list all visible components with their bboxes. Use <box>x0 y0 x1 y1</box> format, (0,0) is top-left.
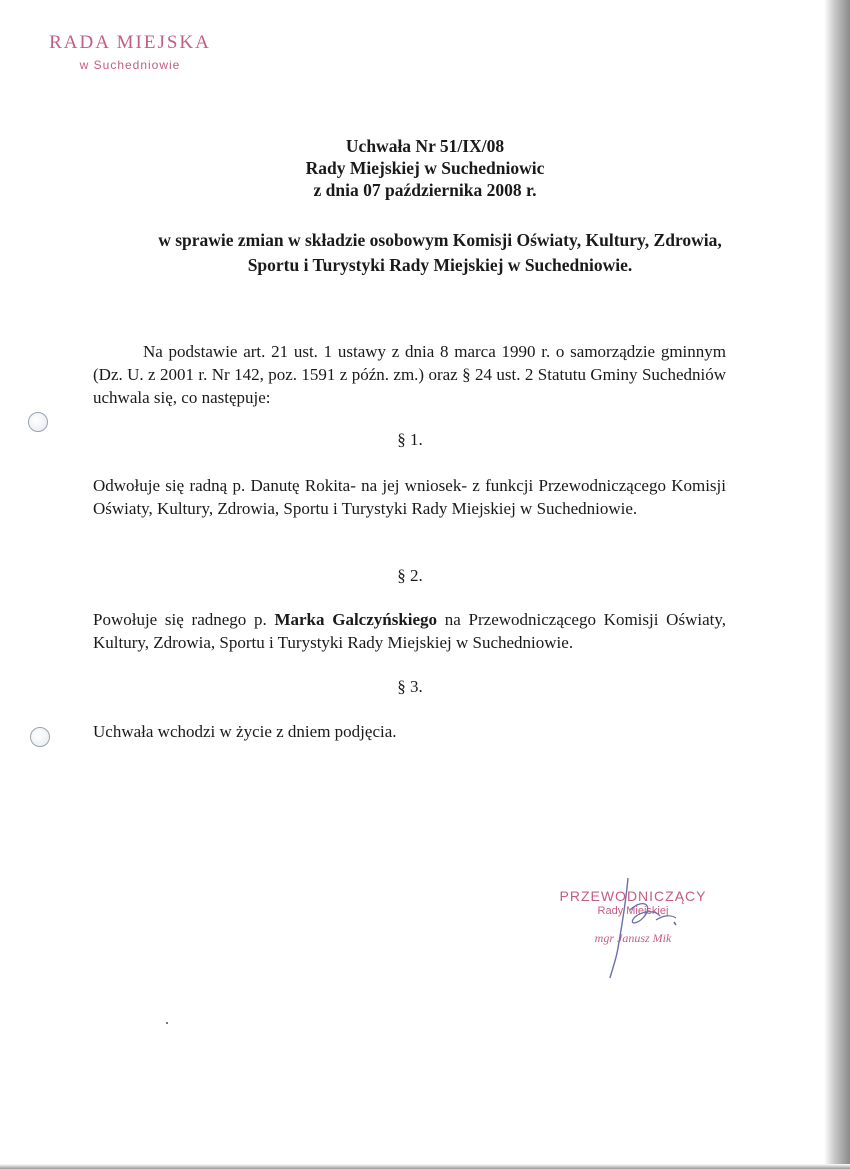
handwritten-signature-icon <box>590 870 700 980</box>
resolution-title <box>0 135 850 201</box>
section-1-heading: § 1. <box>397 430 423 449</box>
stamp-line-2: w Suchedniowie <box>79 58 181 72</box>
chairman-subtitle: Rady Miejskiej <box>597 905 669 917</box>
legal-basis-paragraph: Na podstawie art. 21 ust. 1 ustawy z dnia 8 marca 1990 r. o samorządzie gminnym (Dz. U. z 2001 r. Nr 142, poz. 1591 z późn. zm.) oraz § 24 ust. 2 Statutu Gminy Suchedniów uchwala się, co następuje: <box>93 342 726 407</box>
section-2-text-before: Powołuje się radnego p. <box>93 610 275 629</box>
scan-speck <box>166 1022 168 1024</box>
title-line-2: Rady Miejskiej w Suchedniowic <box>305 158 545 178</box>
section-3-text: Uchwała wchodzi w życie z dniem podjęcia. <box>93 722 397 741</box>
chairman-name: mgr Janusz Mik <box>594 931 672 945</box>
appointee-name: Marka Galczyńskiego <box>274 610 438 629</box>
council-stamp <box>30 32 230 72</box>
subject-line-1: w sprawie zmian w składzie osobowym Komisji Oświaty, Kultury, Zdrowia, <box>158 230 722 250</box>
subject-line-2: Sportu i Turystyki Rady Miejskiej w Suchedniowie. <box>247 255 633 275</box>
section-2-text <box>93 608 726 654</box>
title-line-3: z dnia 07 października 2008 r. <box>313 180 537 200</box>
resolution-subject <box>60 228 820 278</box>
section-2-heading: § 2. <box>397 566 423 585</box>
section-3-heading: § 3. <box>397 677 423 696</box>
section-1-text: Odwołuje się radną p. Danutę Rokita- na jej wniosek- z funkcji Przewodniczącego Komisji Oświaty, Kultury, Zdrowia, Sportu i Turystyki Rady Miejskiej w Suchedniowie. <box>93 476 726 518</box>
stamp-line-1: RADA MIEJSKA <box>49 32 211 53</box>
title-line-1: Uchwała Nr 51/IX/08 <box>345 136 505 156</box>
section-2-text-after: na Przewodniczącego Komisji Oświaty, Kultury, Zdrowia, Sportu i Turystyki Rady Miejskiej w Suchedniowie. <box>93 610 726 652</box>
scan-bottom-edge <box>0 1164 850 1169</box>
chairman-title: PRZEWODNICZĄCY <box>559 888 707 904</box>
punch-hole-icon <box>30 727 50 747</box>
punch-hole-icon <box>28 412 48 432</box>
